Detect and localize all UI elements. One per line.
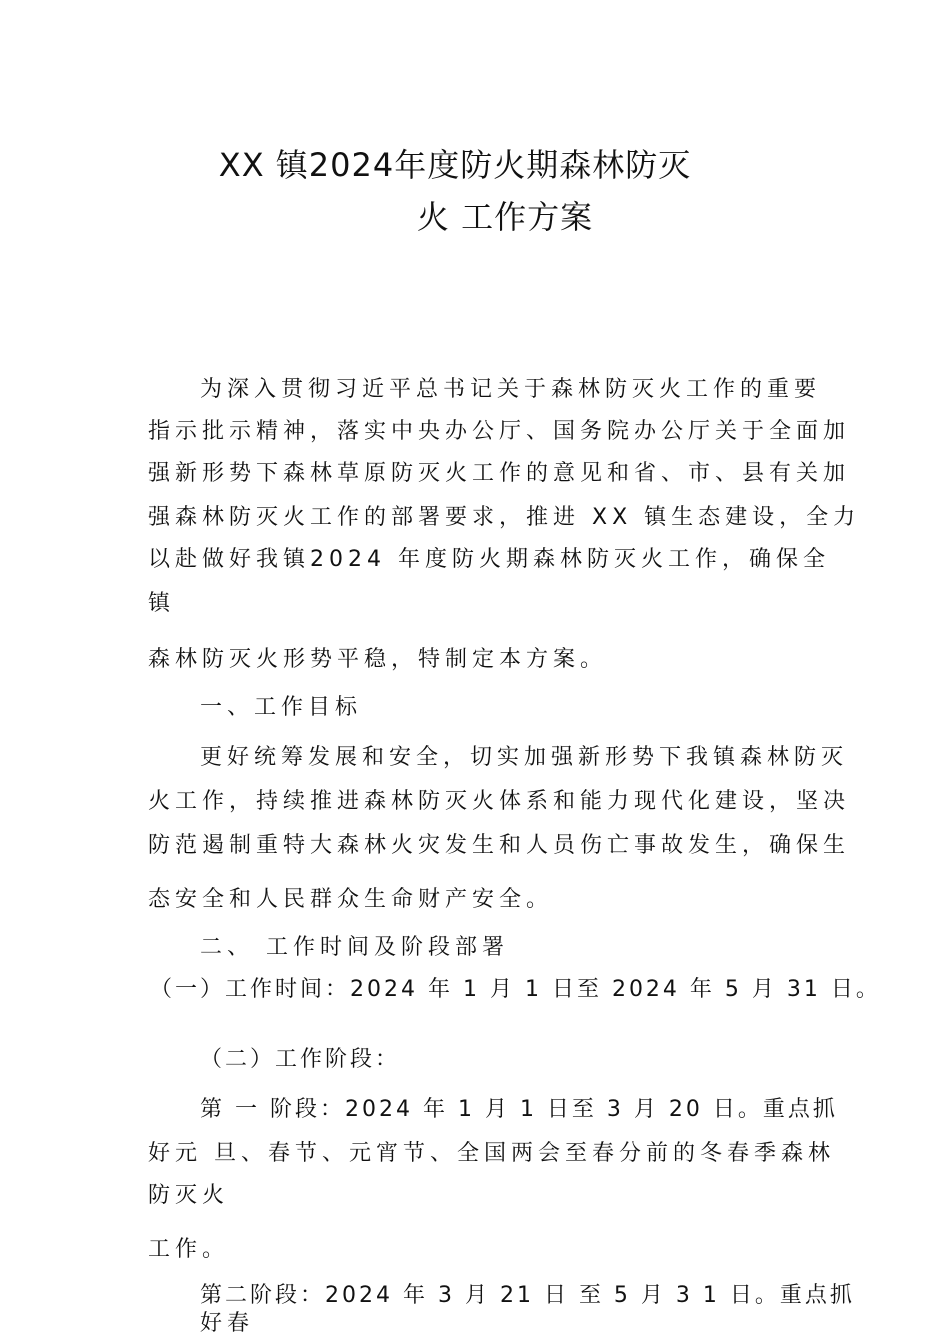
paragraph-line: （一）工作时间：2024 年 1 月 1 日至 2024 年 5 月 31 日。 <box>150 977 881 1002</box>
paragraph-line: 工作。 <box>148 1237 230 1262</box>
paragraph-line: 更好统筹发展和安全，切实加强新形势下我镇森林防灭 <box>200 745 849 770</box>
paragraph-line: 指示批示精神，落实中央办公厅、国务院办公厅关于全面加 <box>148 419 851 444</box>
paragraph-line: 火工作，持续推进森林防灭火体系和能力现代化建设，坚决 <box>148 789 851 814</box>
sub-heading: （二）工作阶段： <box>200 1047 401 1072</box>
paragraph-line: 好春 <box>200 1311 255 1336</box>
paragraph-line: 以赴做好我镇2024 年度防火期森林防灭火工作，确保全 <box>148 547 830 572</box>
paragraph-line: 第二阶段：2024 年 3 月 21 日 至 5 月 3 1 日。重点抓 <box>200 1283 855 1308</box>
section-heading: 一、工作目标 <box>200 695 363 720</box>
paragraph-line: 森林防灭火形势平稳，特制定本方案。 <box>148 647 608 672</box>
paragraph-line: 态安全和人民群众生命财产安全。 <box>148 887 554 912</box>
document-title-line-2: 火 工作方案 <box>416 198 594 236</box>
paragraph-line: 好元 旦、春节、元宵节、全国两会至春分前的冬春季森林 <box>148 1141 835 1166</box>
paragraph-line: 防范遏制重特大森林火灾发生和人员伤亡事故发生，确保生 <box>148 833 851 858</box>
document-title-line-1: XX 镇2024年度防火期森林防灭 <box>218 146 692 184</box>
paragraph-line: 强森林防灭火工作的部署要求，推进 XX 镇生态建设，全力 <box>148 505 861 530</box>
paragraph-line: 为深入贯彻习近平总书记关于森林防灭火工作的重要 <box>200 377 822 402</box>
paragraph-line: 第 一 阶段：2024 年 1 月 1 日至 3 月 20 日。重点抓 <box>200 1097 838 1122</box>
paragraph-line: 强新形势下森林草原防灭火工作的意见和省、市、县有关加 <box>148 461 851 486</box>
paragraph-line: 防灭火 <box>148 1183 230 1208</box>
paragraph-line: 镇 <box>148 591 176 616</box>
section-heading: 二、 工作时间及阶段部署 <box>200 935 509 960</box>
